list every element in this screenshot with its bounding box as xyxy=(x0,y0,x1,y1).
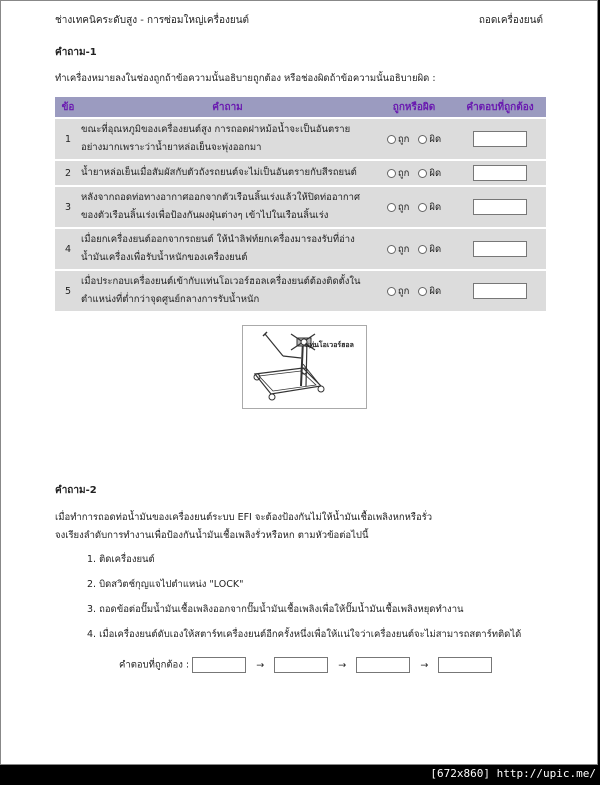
question-1-instruction: ทำเครื่องหมายลงในช่องถูกถ้าข้อความนั้นอธิบายถูกต้อง หรือช่องผิดถ้าข้อความนั้นอธิบายผิด : xyxy=(55,73,436,84)
true-false-table xyxy=(55,95,546,313)
row-question: หลังจากถอดท่อทางอากาศออกจากตัวเรือนลิ้นเร่งแล้วให้ปิดท่ออากาศ ของตัวเรือนลิ้นเร่งเพื่อป้องกันผงฝุ่นต่างๆ เข้าไปในเรือนลิ้นเร่ง xyxy=(81,187,374,227)
engine-stand-drawing xyxy=(243,326,366,408)
step-item: 1. ติดเครื่องยนต์ xyxy=(87,554,155,565)
table-row xyxy=(55,271,546,311)
true-option[interactable]: ถูก xyxy=(387,134,410,145)
question-2-paragraph-1: เมื่อทำการถอดท่อน้ำมันของเครื่องยนต์ระบบ EFI จะต้องป้องกันไม่ให้น้ำมันเชื้อเพลิงหกหรือรั่ว xyxy=(55,512,433,523)
radio-true[interactable] xyxy=(387,287,396,296)
radio-false[interactable] xyxy=(418,287,427,296)
radio-true[interactable] xyxy=(387,245,396,254)
correct-answer-input[interactable] xyxy=(473,131,527,147)
engine-stand-figure xyxy=(242,325,367,409)
question-2-paragraph-2: จงเรียงลำดับการทำงานเพื่อป้องกันน้ำมันเชื้อเพลิงรั่วหรือหก ตามหัวข้อต่อไปนี้ xyxy=(55,530,369,541)
true-option[interactable]: ถูก xyxy=(387,286,410,297)
arrow-right-icon: → xyxy=(338,659,347,671)
sequence-input-4[interactable] xyxy=(438,657,492,673)
radio-false[interactable] xyxy=(418,169,427,178)
row-question: เมื่อยกเครื่องยนต์ออกจากรถยนต์ ให้นำลิฟท์ยกเครื่องมารองรับที่อ่าง น้ำมันเครื่องเพื่อรับน้ำหนักของเครื่องยนต์ xyxy=(81,229,374,269)
table-row xyxy=(55,187,546,227)
step-item: 3. ถอดข้อต่อปั๊มน้ำมันเชื้อเพลิงออกจากปั๊มน้ำมันเชื้อเพลิงเพื่อให้ปั๊มน้ำมันเชื้อเพลิงหยุดทำงาน xyxy=(87,604,464,615)
row-number: 4 xyxy=(55,229,81,269)
arrow-right-icon: → xyxy=(420,659,429,671)
image-host-footer: [672x860] http://upic.me/ xyxy=(430,767,596,780)
row-number: 1 xyxy=(55,119,81,159)
sequence-input-2[interactable] xyxy=(274,657,328,673)
true-false-options xyxy=(374,229,454,269)
true-false-options xyxy=(374,187,454,227)
false-option[interactable]: ผิด xyxy=(418,286,441,297)
table-row xyxy=(55,229,546,269)
answer-label: คำตอบที่ถูกต้อง : xyxy=(119,659,190,671)
row-question: ขณะที่อุณหภูมิของเครื่องยนต์สูง การถอดฝาหม้อน้ำจะเป็นอันตราย อย่างมากเพราะว่าน้ำยาหล่อเย็นจะพุ่งออกมา xyxy=(81,119,374,159)
column-header-true-false: ถูกหรือผิด xyxy=(374,97,454,117)
arrow-right-icon: → xyxy=(256,659,265,671)
row-question: เมื่อประกอบเครื่องยนต์เข้ากับแท่นโอเวอร์ฮอลเครื่องยนต์ต้องติดตั้งใน ตำแหน่งที่ต่ำกว่าจุดศูนย์กลางการรับน้ำหนัก xyxy=(81,271,374,311)
row-number: 3 xyxy=(55,187,81,227)
column-header-correct-answer: คำตอบที่ถูกต้อง xyxy=(454,97,546,117)
correct-answer-input[interactable] xyxy=(473,241,527,257)
step-item: 4. เมื่อเครื่องยนต์ดับเองให้สตาร์ทเครื่องยนต์อีกครั้งหนึ่งเพื่อให้แน่ใจว่าเครื่องยนต์จะไม่สามารถสตาร์ทติดได้ xyxy=(87,629,522,640)
table-row xyxy=(55,161,546,185)
column-header-question: คำถาม xyxy=(81,97,374,117)
column-header-number: ข้อ xyxy=(55,97,81,117)
question-2-title: คำถาม-2 xyxy=(55,485,97,496)
false-option[interactable]: ผิด xyxy=(418,202,441,213)
radio-false[interactable] xyxy=(418,203,427,212)
false-option[interactable]: ผิด xyxy=(418,168,441,179)
radio-true[interactable] xyxy=(387,169,396,178)
radio-true[interactable] xyxy=(387,135,396,144)
correct-answer-input[interactable] xyxy=(473,199,527,215)
step-item: 2. บิดสวิตช์กุญแจไปตำแหน่ง "LOCK" xyxy=(87,579,244,590)
true-option[interactable]: ถูก xyxy=(387,168,410,179)
row-number: 2 xyxy=(55,161,81,185)
radio-false[interactable] xyxy=(418,135,427,144)
radio-false[interactable] xyxy=(418,245,427,254)
true-option[interactable]: ถูก xyxy=(387,202,410,213)
correct-answer-input[interactable] xyxy=(473,283,527,299)
question-1-title: คำถาม-1 xyxy=(55,47,97,58)
correct-answer-input[interactable] xyxy=(473,165,527,181)
figure-label: แท่นโอเวอร์ฮอล xyxy=(305,341,354,349)
radio-true[interactable] xyxy=(387,203,396,212)
true-option[interactable]: ถูก xyxy=(387,244,410,255)
table-row xyxy=(55,119,546,159)
true-false-options xyxy=(374,119,454,159)
sequence-answer-row xyxy=(119,657,492,673)
false-option[interactable]: ผิด xyxy=(418,244,441,255)
false-option[interactable]: ผิด xyxy=(418,134,441,145)
row-question: น้ำยาหล่อเย็นเมื่อสัมผัสกับตัวถังรถยนต์จะไม่เป็นอันตรายกับสีรถยนต์ xyxy=(81,161,374,185)
header-left: ช่างเทคนิคระดับสูง - การซ่อมใหญ่เครื่องยนต์ xyxy=(55,15,250,26)
sequence-input-3[interactable] xyxy=(356,657,410,673)
sequence-input-1[interactable] xyxy=(192,657,246,673)
header-right: ถอดเครื่องยนต์ xyxy=(478,15,543,26)
true-false-options xyxy=(374,271,454,311)
row-number: 5 xyxy=(55,271,81,311)
true-false-options xyxy=(374,161,454,185)
